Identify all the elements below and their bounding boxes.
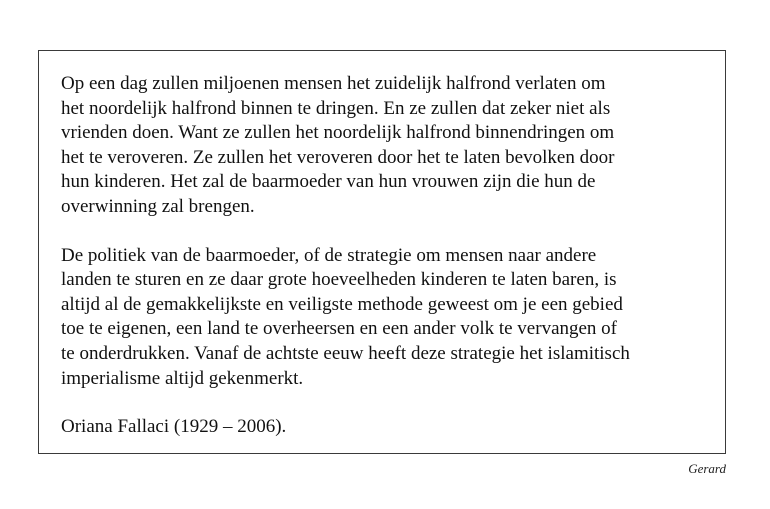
quote-paragraph-2: De politiek van de baarmoeder, of de strategie om mensen naar andere landen te sturen en ze daar grote hoeveelheden kinderen te laten baren, is altijd al de gemakkelijkste en veiligste methode geweest om je een gebied toe te eigenen, een land te overheersen en een ander volk te vervangen of te onderdrukken. Vanaf de achtste eeuw heeft deze strategie het islamitisch imperialisme altijd gekenmerkt. — [61, 244, 630, 389]
quote-author: Oriana Fallaci (1929 – 2006). — [61, 416, 287, 438]
quote-paragraph-1: Op een dag zullen miljoenen mensen het zuidelijk halfrond verlaten om het noordelijk halfrond binnen te dringen. En ze zullen dat zeker niet als vrienden doen. Want ze zullen het noordelijk halfrond binnendringen om het te veroveren. Ze zullen het veroveren door het te laten bevolken door hun kinderen. Het zal de baarmoeder van hun vrouwen zijn die hun de overwinning zal brengen. — [61, 73, 615, 217]
signature: Gerard — [688, 461, 726, 476]
quote-box — [38, 50, 726, 454]
